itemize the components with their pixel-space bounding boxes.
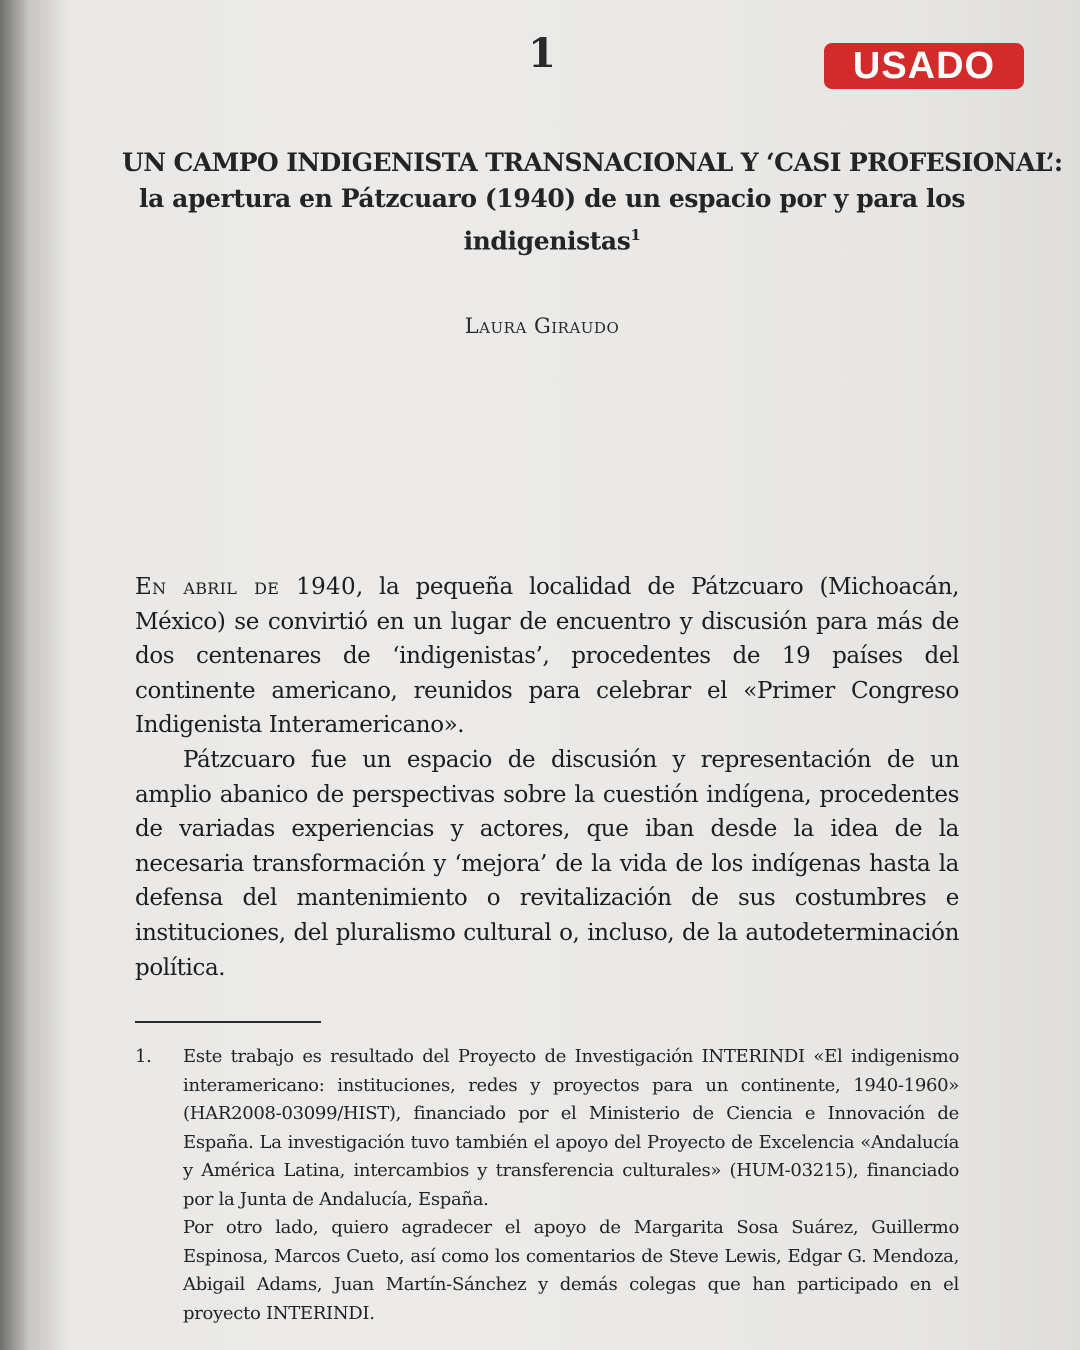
body-paragraph-1 — [135, 570, 959, 743]
footnote — [135, 1043, 959, 1328]
chapter-subtitle-text: la apertura en Pátzcuaro (1940) de un espacio por y para los indigenistas — [138, 184, 966, 256]
footnote-text-segment: . — [369, 1302, 375, 1324]
footnote-text — [183, 1043, 959, 1328]
paragraph-1-text: , la pequeña localidad de Pátzcuaro (Michoacán, México) se convirtió en un lugar de encuentro y discusión para más de dos centenares de ‘indigenistas’, procedentes de 19 países del continente americano, reunidos para celebrar el «Primer Congreso Indigenista Interamericano». — [135, 574, 959, 739]
title-footnote-mark: 1 — [630, 226, 641, 244]
footnote-text-segment: Por otro lado, quiero agradecer el apoyo de Margarita Sosa Suárez, Guillermo Espinosa, Marcos Cueto, así como los comentarios de Steve Lewis, Edgar G. Mendoza, Abigail Adams, Juan Martín-Sánchez y demás colegas que han participado en el proyecto — [183, 1217, 959, 1324]
footnote-divider — [135, 1021, 321, 1023]
project-name: INTERINDI — [701, 1046, 805, 1067]
body-paragraph-2: Pátzcuaro fue un espacio de discusión y representación de un amplio abanico de perspectivas sobre la cuestión indígena, procedentes de variadas experiencias y actores, que iban desde la idea de la necesaria transformación y ‘mejora’ de la vida de los indígenas hasta la defensa del mantenimiento o revitalización de sus costumbres e instituciones, del pluralismo cultural o, incluso, de la autodeterminación política. — [135, 746, 959, 981]
book-binding-shadow — [0, 0, 62, 1350]
used-badge: USADO — [824, 43, 1024, 89]
chapter-author: Laura Giraudo — [464, 314, 620, 338]
chapter-title — [122, 145, 1063, 259]
footnote-number: 1. — [135, 1046, 152, 1067]
body-text — [135, 570, 959, 985]
chapter-title-main: UN CAMPO INDIGENISTA TRANSNACIONAL Y ‘CASI PROFESIONAL’: — [122, 148, 1063, 177]
project-name: INTERINDI — [265, 1302, 370, 1324]
book-page — [62, 0, 1080, 1350]
paragraph-lead-in: En abril de 1940 — [135, 574, 356, 600]
chapter-number: 1 — [528, 30, 556, 77]
footnote-text-segment: «El indigenismo interamericano: instituciones, redes y proyectos para un continente, 1940-1960» (HAR2008-03099/HIST), financiado por el Ministerio de Ciencia e Innovación de España. La investigación tuvo también el apoyo del Proyecto de Excelencia «Andalucía y América Latina, intercambios y transferencia culturales» (HUM-03215), financiado por la Junta de Andalucía, España. — [183, 1046, 959, 1210]
footnote-paragraph-1 — [183, 1043, 959, 1214]
footnote-text-segment: Este trabajo es resultado del Proyecto de Investigación — [183, 1046, 702, 1067]
footnote-paragraph-2 — [183, 1214, 959, 1328]
chapter-subtitle — [122, 181, 982, 259]
